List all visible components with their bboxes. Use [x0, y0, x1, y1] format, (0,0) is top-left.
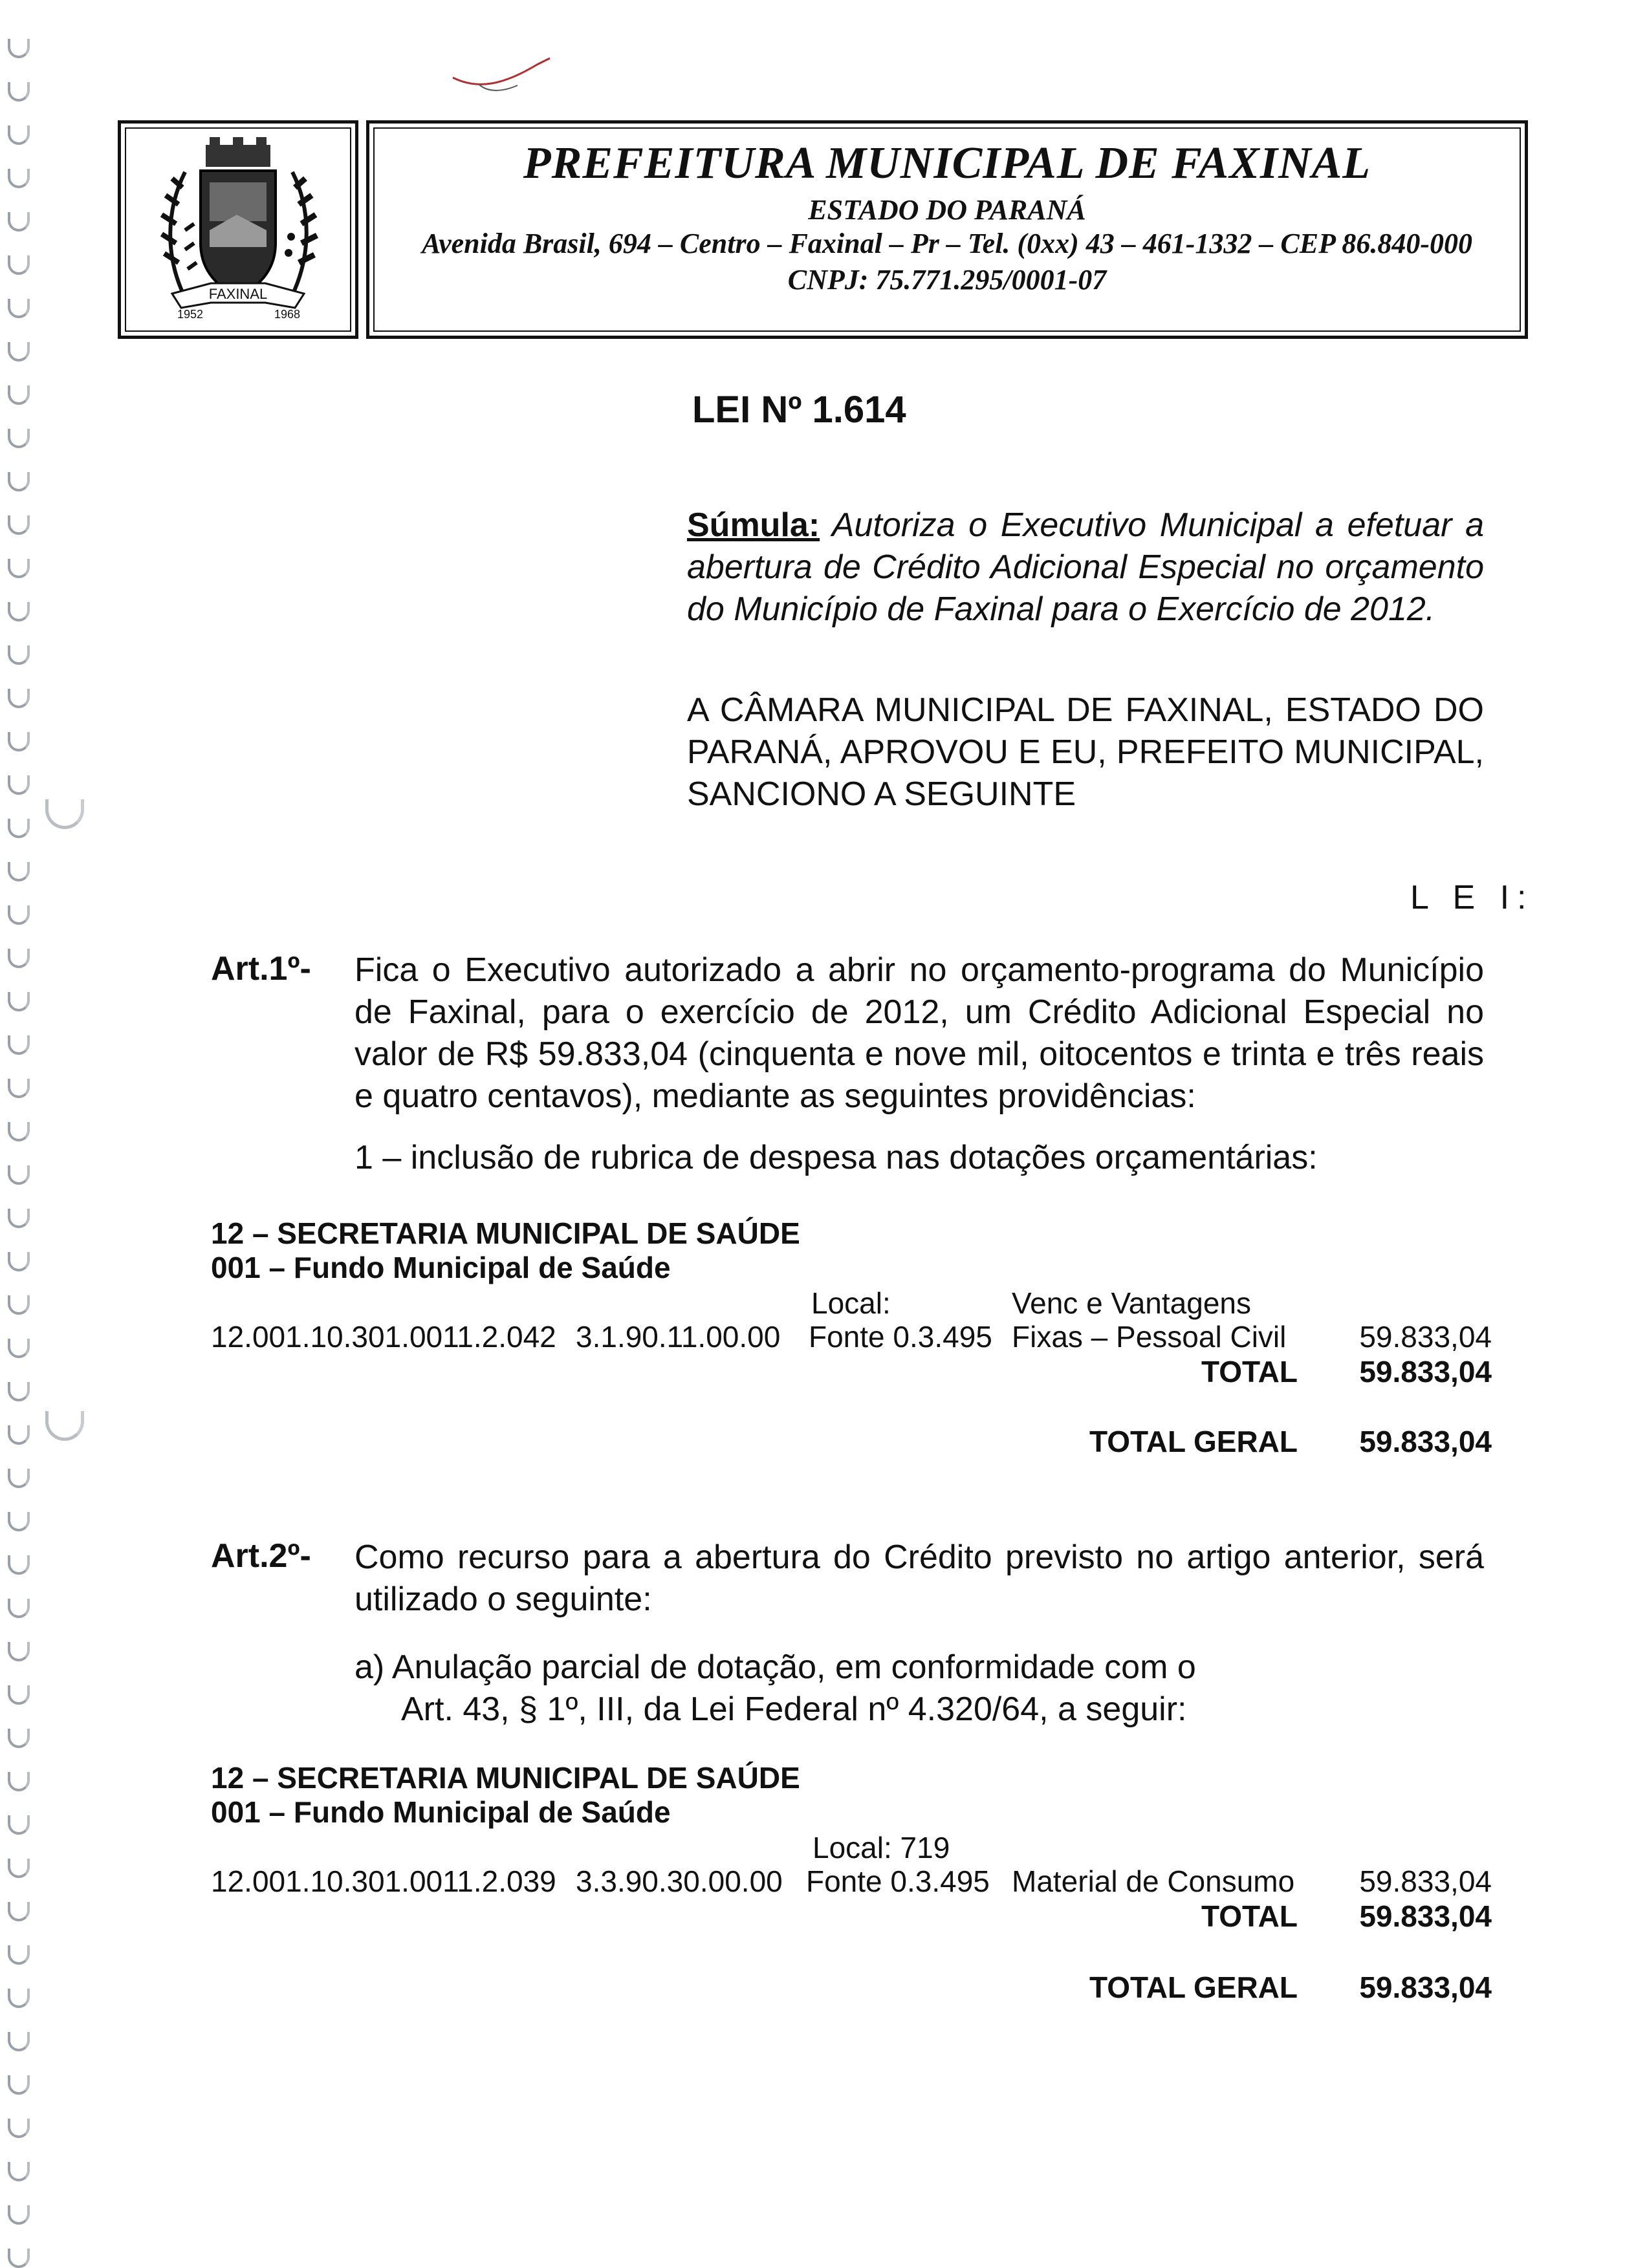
art1-fonte: Fonte 0.3.495: [809, 1320, 992, 1354]
binding-hole: [8, 1945, 30, 1965]
art1-secretaria: 12 – SECRETARIA MUNICIPAL DE SAÚDE: [211, 1216, 800, 1250]
binding-hole: [8, 2249, 30, 2268]
sumula-label: Súmula:: [687, 506, 820, 544]
binding-hole: [8, 992, 30, 1011]
binding-hole: [8, 1035, 30, 1055]
binding-hole: [8, 1815, 30, 1835]
binding-hole: [8, 385, 30, 405]
art2-account: 12.001.10.301.0011.2.039: [211, 1864, 556, 1898]
binding-hole: [8, 342, 30, 362]
binding-hole: [8, 39, 30, 58]
art1-text: Fica o Executivo autorizado a abrir no orçamento-programa do Município de Faxinal, para o exercício de 2012, um Crédito Adicional Especial no valor de R$ 59.833,04 (cinquenta e nove mil, oitocentos e trinta e três reais e quatro centavos), mediante as seguintes providências:: [354, 951, 1484, 1115]
art1-desc-line1: Venc e Vantagens: [1012, 1286, 1251, 1320]
art2-grand-total-value: 59.833,04: [1359, 1971, 1492, 2004]
binding-hole: [8, 429, 30, 448]
binding-hole: [8, 125, 30, 145]
art1-fundo: 001 – Fundo Municipal de Saúde: [211, 1251, 671, 1284]
binding-hole: [8, 1555, 30, 1575]
binding-hole: [8, 2162, 30, 2181]
binding-hole: [8, 1599, 30, 1618]
art2-fonte: Fonte 0.3.495: [806, 1864, 990, 1898]
sumula-text: Autoriza o Executivo Municipal a efetuar a abertura de Crédito Adicional Especial no orçamento do Município de Faxinal para o Exercício de 2012.: [687, 506, 1484, 628]
binding-hole: [8, 732, 30, 751]
binding-hole: [8, 775, 30, 795]
binding-hole: [8, 819, 30, 838]
art2-fundo: 001 – Fundo Municipal de Saúde: [211, 1795, 671, 1829]
binding-hole: [8, 1512, 30, 1531]
state-name: ESTADO DO PARANÁ: [808, 194, 1086, 226]
binding-hole: [8, 515, 30, 535]
header-text-frame: [366, 120, 1528, 339]
municipality-title: PREFEITURA MUNICIPAL DE FAXINAL: [523, 138, 1371, 188]
binding-hole: [8, 949, 30, 968]
binding-hole: [8, 169, 30, 188]
spiral-binding: [0, 0, 58, 2268]
binding-hole: [8, 299, 30, 318]
coat-of-arms-icon: [133, 133, 343, 327]
binding-hole: [8, 1209, 30, 1228]
art1-total-label: TOTAL: [1201, 1355, 1298, 1388]
art1-label: Art.1º-: [211, 950, 311, 988]
binding-hole: [8, 82, 30, 102]
binding-hole-large: [45, 1411, 84, 1441]
art2-row-value: 59.833,04: [1359, 1864, 1492, 1898]
logo-year-right: 1968: [274, 308, 301, 321]
binding-hole: [8, 602, 30, 621]
art2-label: Art.2º-: [211, 1537, 311, 1575]
art2-grand-total-label: TOTAL GERAL: [1089, 1971, 1298, 2004]
binding-hole-large: [45, 799, 84, 829]
binding-hole: [8, 2205, 30, 2225]
binding-hole: [8, 1252, 30, 1271]
art1-row-value: 59.833,04: [1359, 1320, 1492, 1354]
binding-hole: [8, 1642, 30, 1661]
pen-mark: [440, 39, 569, 110]
binding-hole: [8, 1425, 30, 1445]
binding-hole: [8, 1729, 30, 1748]
art2-item-a-line1: a) Anulação parcial de dotação, em conformidade com o: [354, 1648, 1196, 1686]
art2-total-label: TOTAL: [1201, 1899, 1298, 1933]
binding-hole: [8, 1902, 30, 1921]
art2-desc: Material de Consumo: [1012, 1864, 1295, 1898]
binding-hole: [8, 905, 30, 925]
binding-hole: [8, 212, 30, 232]
lei-label: L E I:: [1410, 879, 1534, 916]
art1-grand-total-label: TOTAL GERAL: [1089, 1425, 1298, 1458]
art1-total-value: 59.833,04: [1359, 1355, 1492, 1388]
binding-hole: [8, 255, 30, 275]
art1-grand-total-value: 59.833,04: [1359, 1425, 1492, 1458]
binding-hole: [8, 1859, 30, 1878]
binding-hole: [8, 862, 30, 881]
binding-hole: [8, 2075, 30, 2095]
binding-hole: [8, 1122, 30, 1141]
binding-hole: [8, 472, 30, 491]
art1-desc-line2: Fixas – Pessoal Civil: [1012, 1320, 1287, 1354]
art2-secretaria: 12 – SECRETARIA MUNICIPAL DE SAÚDE: [211, 1761, 800, 1795]
art1-element: 3.1.90.11.00.00: [576, 1320, 781, 1354]
art2-item-a-line2: Art. 43, § 1º, III, da Lei Federal nº 4.320/64, a seguir:: [401, 1690, 1187, 1728]
logo-year-left: 1952: [177, 308, 204, 321]
address-line: Avenida Brasil, 694 – Centro – Faxinal – Pr – Tel. (0xx) 43 – 461-1332 – CEP 86.840-000: [422, 228, 1472, 259]
binding-hole: [8, 645, 30, 665]
binding-hole: [8, 1772, 30, 1791]
art1-local: Local:: [811, 1286, 891, 1320]
cnpj-line: CNPJ: 75.771.295/0001-07: [787, 264, 1107, 296]
binding-hole: [8, 1295, 30, 1315]
logo-banner-text: FAXINAL: [208, 286, 268, 302]
binding-hole: [8, 1079, 30, 1098]
binding-hole: [8, 689, 30, 708]
binding-hole: [8, 559, 30, 578]
art2-total-value: 59.833,04: [1359, 1899, 1492, 1933]
binding-hole: [8, 1685, 30, 1705]
art2-text: Como recurso para a abertura do Crédito previsto no artigo anterior, será utilizado o seguinte:: [354, 1539, 1484, 1618]
art1-item: 1 – inclusão de rubrica de despesa nas dotações orçamentárias:: [354, 1139, 1318, 1176]
art2-local: Local: 719: [812, 1831, 950, 1864]
binding-hole: [8, 1382, 30, 1401]
sumula-paragraph: [687, 504, 1484, 631]
preamble-paragraph: A CÂMARA MUNICIPAL DE FAXINAL, ESTADO DO PARANÁ, APROVOU E EU, PREFEITO MUNICIPAL, SANCIONO A SEGUINTE: [687, 691, 1484, 813]
binding-hole: [8, 1339, 30, 1358]
binding-hole: [8, 2032, 30, 2051]
binding-hole: [8, 1989, 30, 2008]
binding-hole: [8, 1165, 30, 1185]
binding-hole: [8, 1469, 30, 1488]
binding-hole: [8, 2119, 30, 2138]
art1-account: 12.001.10.301.0011.2.042: [211, 1320, 556, 1354]
law-title: LEI Nº 1.614: [692, 389, 906, 431]
art2-element: 3.3.90.30.00.00: [576, 1864, 783, 1898]
